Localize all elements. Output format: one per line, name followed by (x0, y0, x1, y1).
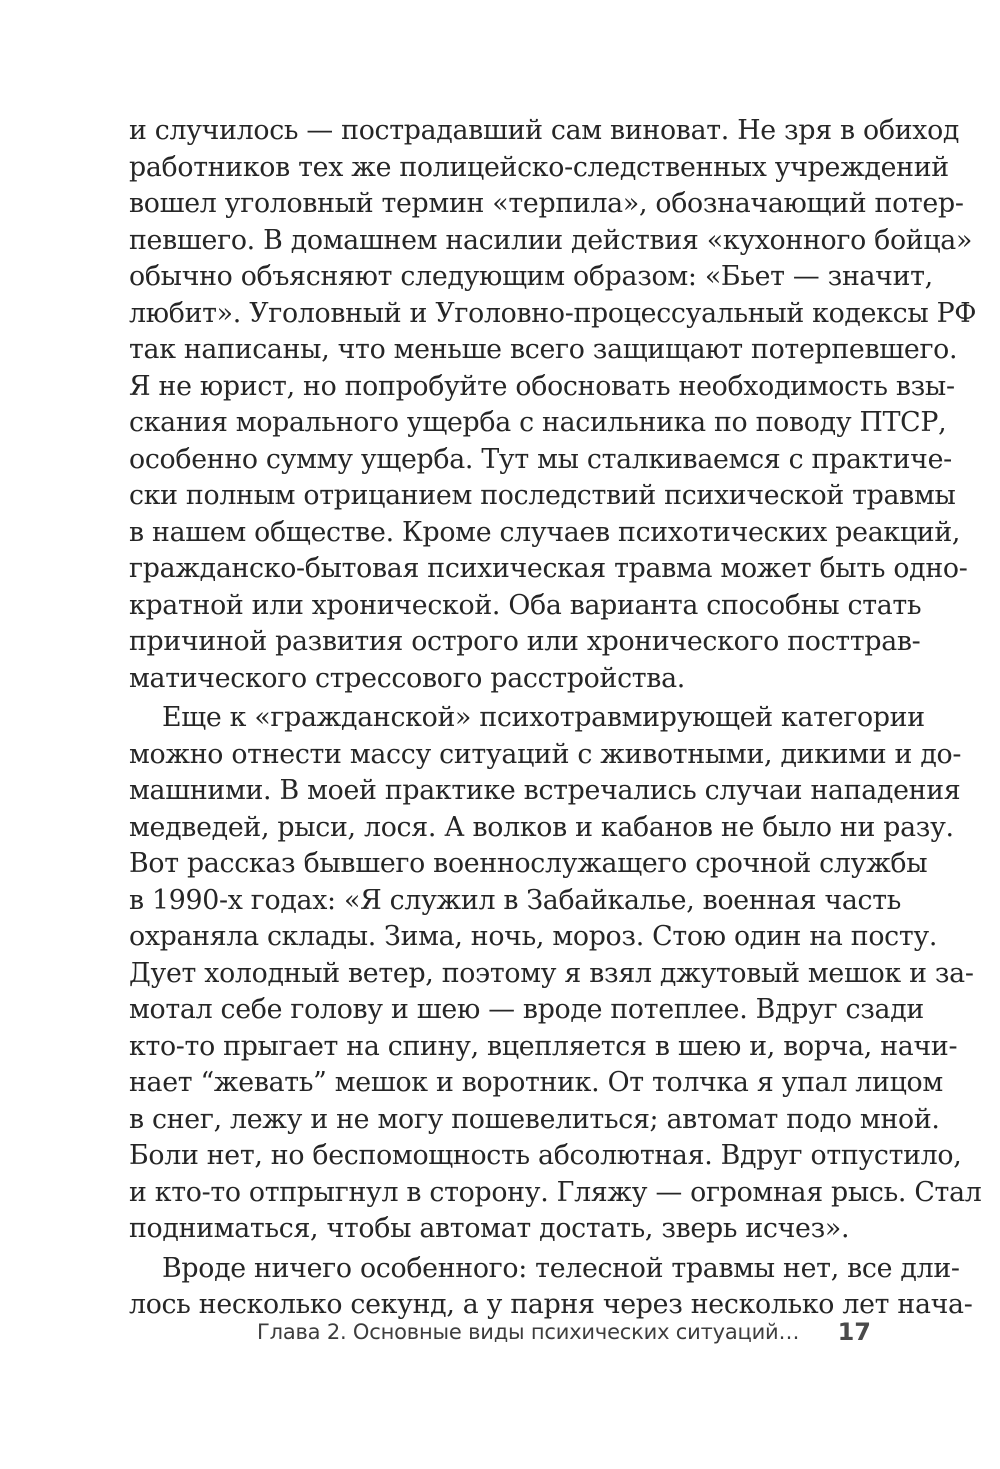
body-text (129, 113, 982, 1324)
text-line: и кто-то отпрыгнул в сторону. Гляжу — огромная рысь. Стал (129, 1176, 982, 1208)
paragraph-1 (129, 113, 977, 697)
paragraph-2 (129, 700, 982, 1248)
text-line: нает “жевать” мешок и воротник. От толчка я упал лицом (129, 1067, 943, 1098)
text-line: и случилось — пострадавший сам виноват. Не зря в обиход (129, 115, 960, 146)
text-line: Вроде ничего особенного: телесной травмы нет, все дли- (162, 1252, 960, 1284)
text-line: Вот рассказ бывшего военнослужащего срочной службы (129, 848, 928, 879)
text-line: певшего. В домашнем насилии действия «кухонного бойца» (129, 224, 973, 256)
text-line: гражданско-бытовая психическая травма может быть одно- (129, 553, 968, 584)
paragraph-3 (129, 1251, 973, 1324)
text-line: особенно сумму ущерба. Тут мы сталкиваемся с практиче- (129, 443, 952, 475)
text-line: ски полным отрицанием последствий психической травмы (129, 480, 956, 511)
text-line: машними. В моей практике встречались случаи нападения (129, 775, 961, 806)
page-footer (257, 1318, 871, 1352)
text-line: в снег, лежу и не могу пошевелиться; автомат подо мной. (129, 1103, 940, 1135)
text-line: Дует холодный ветер, поэтому я взял джутовый мешок и за- (129, 957, 974, 989)
text-line: лось несколько секунд, а у парня через несколько лет нача- (129, 1289, 973, 1320)
text-line: Еще к «гражданской» психотравмирующей категории (162, 702, 925, 733)
text-line: подниматься, чтобы автомат достать, зверь исчез». (129, 1213, 850, 1244)
text-line: так написаны, что меньше всего защищают потерпевшего. (129, 334, 958, 365)
running-head: Глава 2. Основные виды психических ситуаций… (257, 1320, 800, 1344)
text-line: в 1990-х годах: «Я служил в Забайкалье, военная часть (129, 884, 902, 916)
text-line: можно отнести массу ситуаций с животными, дикими и до- (129, 738, 962, 770)
text-line: работников тех же полицейско-следственных учреждений (129, 151, 949, 183)
text-line: мотал себе голову и шею — вроде потеплее. Вдруг сзади (129, 994, 924, 1025)
text-line: Боли нет, но беспомощность абсолютная. Вдруг отпустило, (129, 1140, 962, 1171)
text-line: кто-то прыгает на спину, вцепляется в шею и, ворча, начи- (129, 1030, 958, 1062)
page-number: 17 (837, 1318, 871, 1346)
text-line: Я не юрист, но попробуйте обосновать необходимость взы- (129, 370, 955, 402)
text-line: причиной развития острого или хронического посттрав- (129, 626, 921, 657)
text-line: кратной или хронической. Оба варианта способны стать (129, 589, 922, 621)
text-line: любит». Уголовный и Уголовно-процессуальный кодексы РФ (129, 297, 977, 329)
text-line: вошел уголовный термин «терпила», обозначающий потер- (129, 188, 964, 219)
text-line: матического стрессового расстройства. (129, 662, 685, 694)
text-line: скания морального ущерба с насильника по поводу ПТСР, (129, 407, 947, 438)
text-line: обычно объясняют следующим образом: «Бьет — значит, (129, 261, 933, 292)
text-line: в нашем обществе. Кроме случаев психотических реакций, (129, 516, 961, 548)
text-line: медведей, рыси, лося. А волков и кабанов не было ни разу. (129, 811, 954, 843)
text-line: охраняла склады. Зима, ночь, мороз. Стою один на посту. (129, 921, 938, 952)
